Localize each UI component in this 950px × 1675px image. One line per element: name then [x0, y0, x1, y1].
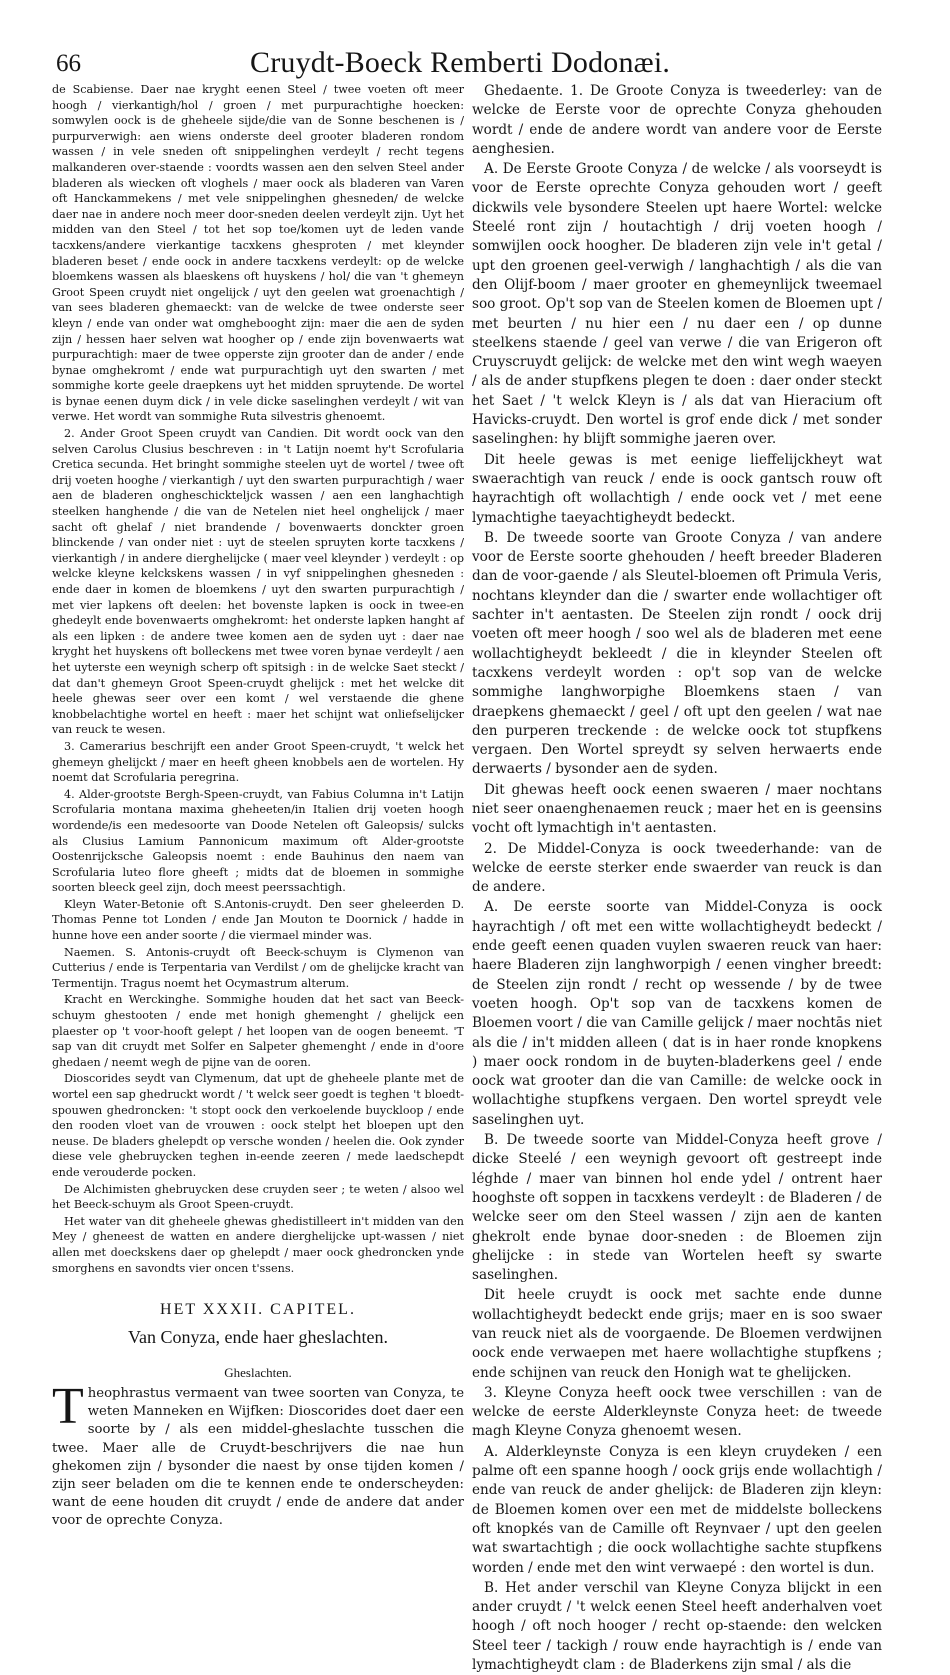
paragraph: 2. Ander Groot Speen cruydt van Candien. Dit wordt oock van den selven Carolus Clusius beschreven : in 't Latijn noemt hy't Scrofularia Cretica secunda. Het bringht sommighe steelen uyt de wortel / twee oft drij voeten hooghe / vierkantigh / uyt den swarten purpurachtigh / waer aen de bladeren ongheschickteljck wassen / aen een langhachtigh steelken hanghende / die van de Netelen niet heel onghelijck / maer sacht oft ghelaf / niet brandende / bovenwaerts donckter groen blinckende / van onder niet : uyt de steelen spruyten korte tacxkens / vierkantigh / in andere dierghelijcke ( maer veel kleynder ) verdeylt : op welcke kleyne kelckskens wassen / in vyf snippelinghen ghesneden : ende daer in komen de bloemkens / uyt den swarten purpurachtigh / met vier lapkens oft deelen: het bovenste lapken is oock in twee-en ghedeylt ende bovenwaerts omghekromt: het onderste lapken hanght af als een lipken : de andere twee komen aen de syden uyt : daer nae kryght het huyskens oft bolleckens met twee voren bynae verdeylt / aen het uyterste een weynigh scherp oft spitsigh : in de welcke Saet steckt / dat dan't ghemeyn Groot Speen-cruydt ghelijck : met het welcke dit heele ghewas seer over een komt / wel verstaende die ghene knobbelachtighe wortel en heeft : maer het schijnt wat onliefselijcker van reuck te wesen. [52, 427, 464, 737]
intro-paragraph [52, 1377, 464, 1531]
paragraph: 3. Kleyne Conyza heeft oock twee verschillen : van de welcke de eerste Alderkleynste Conyza heet: de tweede magh Kleyne Conyza ghenoemt wesen. [472, 1384, 882, 1440]
paragraph: B. De tweede soorte van Groote Conyza / van andere voor de Eerste soorte ghehouden / heeft breeder Bladeren dan de voor-gaende / als Sleutel-bloemen oft Primula Veris, nochtans kleynder dan die / swarter ende wollachtiger oft sachter in't aentasten. De Steelen zijn rondt / oock drij voeten oft meer hoogh / soo wel als de bladeren met eene wollachtigheydt bekleedt / die in kleynder Steelen oft tacxkens verdeylt worden : op't sop van de welcke sommighe langhworpighe Bloemkens staen / van draepkens ghemaeckt / geel / oft upt den geelen / wat nae den purperen treckende : de welcke oock tot stupfkens vergaen. Den Wortel spreydt sy selven herwaerts ende derwaerts / bysonder aen de syden. [472, 529, 882, 778]
paragraph: Het water van dit gheheele ghewas ghedistilleert in't midden van den Mey / gheneest de watten en andere dierghelijcke upt-wassen / niet allen met doeckskens daer op ghelepdt / maer oock ghedroncken ynde smorghens en savondts vier oncen t'ssens. [52, 1214, 464, 1275]
paragraph: A. De Eerste Groote Conyza / de welcke / als voorseydt is voor de Eerste oprechte Conyza gehouden wort / geeft dickwils vele bysondere Steelen upt haere Wortel: welcke Steelé ront zijn / houtachtigh / drij voeten hoogh / somwijlen oock hoogher. De bladeren zijn vele in't getal / upt den groenen geel-verwigh / langhachtigh / als die van den Olijf-boom / maer grooter en ghemeynlijck tweemael soo groot. Op't sop van de Steelen komen de Bloemen upt / met beurten / nu hier een / nu daer een / op dunne steelkens staende / geel van verwe / die van Erigeron oft Cruyscruydt gelijck: de welcke met den wint wegh waeyen / als de ander stupfkens plegen te doen : daer onder steckt het Saet / 't welck Kleyn is / als dat van Hieracium oft Havicks-cruydt. Den wortel is grof ende dick / met sonder saselinghen: hy blijft sommighe jaeren over. [472, 161, 882, 448]
section-heading: Gheslachten. [224, 1365, 292, 1381]
paragraph: Kracht en Werckinghe. Sommighe houden dat het sact van Beeck-schuym ghestooten / ende met honigh ghemenght / ghelijck een plaester op 't voor-hooft gelept / het loopen van de oogen beneemt. 'T sap van dit cruydt met Solfer en Salpeter ghemenght / ende in d'oore ghedaen / neemt wegh de pijne van de ooren. [52, 993, 464, 1069]
paragraph: Dioscorides seydt van Clymenum, dat upt de gheheele plante met de wortel een sap ghedruckt wordt / 't welck seer goedt is teghen 't bloedt-spouwen ghedroncken: 't stopt oock den verkoelende buyckloop / ende den rooden vloet van de vrouwen : oock stelpt het bloepen upt den neuse. De bladers ghelepdt op versche wonden / heelen die. Ook zynder diese vele ghebruycken teghen in-eende zeeren / mede laedschepdt ende verouderde pocken. [52, 1072, 464, 1179]
paragraph: Naemen. S. Antonis-cruydt oft Beeck-schuym is Clymenon van Cutterius / ende is Terpentaria van Verdilst / om de ghelijcke kracht van Termentijn. Tragus noemt het Ocymastrum alterum. [52, 945, 464, 990]
paragraph: B. Het ander verschil van Kleyne Conyza blijckt in een ander cruydt / 't welck eenen Steel heeft anderhalven voet hoogh / oft noch hooger / recht op-staende: den welcken Steel teer / tackigh / rouw ende hayrachtigh is / ende van lymachtigheydt clam : de Bladerkens zijn smal / als die [472, 1579, 882, 1674]
chapter-number: HET XXXII. CAPITEL. [160, 1301, 356, 1319]
paragraph: de Scabiense. Daer nae kryght eenen Steel / twee voeten oft meer hoogh / vierkantigh/hol / groen / met purpurachtighe hoecken: somwylen oock is de gheheele sijde/die van de Sonne beschenen is / purpurverwigh: aen wiens onderste deel grooter bladeren rondom wassen / in vele sneden oft snippelinghen verdeylt / recht tegens malkanderen over-staende : voordts wassen aen den selven Steel ander bladeren als wiecken oft vloghels / maer oock als bladeren van Varen oft Hanckammekens / met vele snippelinghen ghesneden/ de welcke daer nae in andere noch meer door-sneden deelen verdeylt zijn. Uyt het midden van den Steel / tot het sop toe/komen uyt de leden vande tacxkens/andere vierkantige tacxkens ghesproten / met kleynder bladeren beset / ende oock in andere tacxkens verdeylt: op de welcke bloemkens wassen als blaeskens oft huyskens / hol/ die van 't ghemeyn Groot Speen cruydt niet ongelijck / uyt den geelen wat groenachtigh / van sees bladeren ghemaeckt: van de welcke de twee onderste seer kleyn / ende van onder wat omghebooght zijn: maer die aen de syden zijn / hessen haer selven wat hoogher op / ende zijn bovenwaerts wat purpurachtigh: maer de twee opperste zijn grooter dan de ander / ende bynae omghekromt / ende wat purpurachtigh uyt den swarten / met sommighe korte geele draepkens uyt het midden spruytende. De wortel is bynae eenen duym dick / in vele dicke saselinghen verdeylt / wit van verwe. Het wordt van sommighe Ruta silvestris ghenoemt. [52, 83, 464, 424]
paragraph: A. Alderkleynste Conyza is een kleyn cruydeken / een palme oft een spanne hoogh / oock grijs ende wollachtigh / ende van reuck de ander ghelijck: de Bladeren zijn kleyn: de Bloemen komen over een met de middelste bolleckens oft knopkés van de Camille oft Reynvaer / upt den geelen wat swartachtigh ; die oock wollachtighe sachte stupfkens worden / ende met den wint verwaepé : den wortel is dun. [472, 1443, 882, 1576]
right-column [472, 82, 882, 1674]
paragraph: Dit heele gewas is met eenige lieffelijckheyt wat swaerachtigh van reuck / ende is oock gantsch rouw oft hayrachtigh oft wollachtigh / ende oock vet / met eene lymachtighe taeyachtigheydt bedeckt. [472, 451, 882, 526]
paragraph: Kleyn Water-Betonie oft S.Antonis-cruydt. Den seer gheleerden D. Thomas Penne tot Londen / ende Jan Mouton te Doornick / hadde in hunne hove een ander soorte / die viermael minder was. [52, 897, 464, 943]
paragraph: Dit ghewas heeft oock eenen swaeren / maer nochtans niet seer onaenghenaemen reuck ; maer het en is geensins vocht oft lymachtigh in't aentasten. [472, 781, 882, 837]
intro-text: heophrastus vermaent van twee soorten van Conyza, te weten Manneken en Wijfken: Dioscorides doet daer een soorte by / als een middel-gheslachte tusschen die twee. Maer alle de Cruydt-beschrijvers die nae hun ghekomen zijn / bysonder die naest by onse tijden komen / zijn seer beladen om die te kennen ende te onderscheyden: want de eene houden dit cruydt / ende de andere dat ander voor de oprechte Conyza. [52, 1385, 464, 1529]
paragraph: B. De tweede soorte van Middel-Conyza heeft grove / dicke Steelé / een weynigh gevoort oft gestreept inde léghde / maer van binnen hol ende ydel / ontrent haer hooghste oft soppen in tacxkens verdeylt : de Bladeren / de welcke seer om den Steel wassen / zijn aen de kanten ghekrolt ende bynae door-sneden : de Bloemen zijn ghelijcke : in stede van Wortelen heeft sy swarte saselinghen. [472, 1132, 882, 1284]
paragraph: Ghedaente. 1. De Groote Conyza is tweederley: van de welcke de Eerste voor de oprechte Conyza ghehouden wordt / ende de andere wordt van andere voor de Eerste aenghesien. [472, 83, 882, 157]
paragraph: 2. De Middel-Conyza is oock tweederhande: van de welcke de eerste sterker ende swaerder van reuck is dan de andere. [472, 840, 882, 896]
left-column [52, 82, 464, 1572]
page-number: 66 [56, 50, 81, 77]
paragraph: 4. Alder-grootste Bergh-Speen-cruydt, van Fabius Columna in't Latijn Scrofularia montana maxima gheheeten/in Italien drij voeten hoogh wordende/is een medesoorte van Doode Netelen oft Galeopsis/ sulcks als Clusius Lamium Pannonicum maximum oft Alder-grootste Oostenrijcksche Galeopsis noemt : ende Bauhinus den naem van Scrofularia luteo flore gheeft ; midts dat de bloemen in sommighe soorten bleeck geel zijn, doch meest peerssachtigh. [52, 787, 464, 895]
drop-cap: T [52, 1377, 84, 1435]
paragraph: Dit heele cruydt is oock met sachte ende dunne wollachtigheydt bedeckt ende grijs; maer en is soo swaer van reuck niet als de voorgaende. De Bloemen verdwijnen oock ende verwaepen met haere wollachtighe stupfkens ; ende schijnen van reuck den Honigh wat te ghelijcken. [472, 1287, 882, 1381]
paragraph: De Alchimisten ghebruycken dese cruyden seer ; te weten / alsoo wel het Beeck-schuym als Groot Speen-cruydt. [52, 1182, 464, 1212]
chapter-title: Van Conyza, ende haer gheslachten. [128, 1326, 388, 1347]
paragraph: 3. Camerarius beschrijft een ander Groot Speen-cruydt, 't welck het ghemeyn ghelijckt / maer en heeft gheen knobbels aen de wortelen. Hy noemt dat Scrofularia peregrina. [52, 739, 464, 785]
paragraph: A. De eerste soorte van Middel-Conyza is oock hayrachtigh / oft met een witte wollachtigheydt bedeckt / ende geeft eenen quaden vuylen swaeren reuck van haer: haere Bladeren zijn langhworpigh / eenen vingher breedt: de Steelen zijn rondt / recht op wessende / by de twee voeten hoogh. Op't sop van de tacxkens komen de Bloemen voort / die van Camille gelijck / maer nochtās niet als die / in't midden alleen ( dat is in haer ronde knopkens ) maer oock rondom in de buyten-bladerkens geel / ende oock wat grooter dan die van Camille: de welcke oock in wollachtighe stupfkens vergaen. Den wortel spreydt vele saselinghen uyt. [472, 899, 882, 1128]
running-title: Cruydt-Boeck Remberti Dodonæi. [250, 46, 671, 79]
